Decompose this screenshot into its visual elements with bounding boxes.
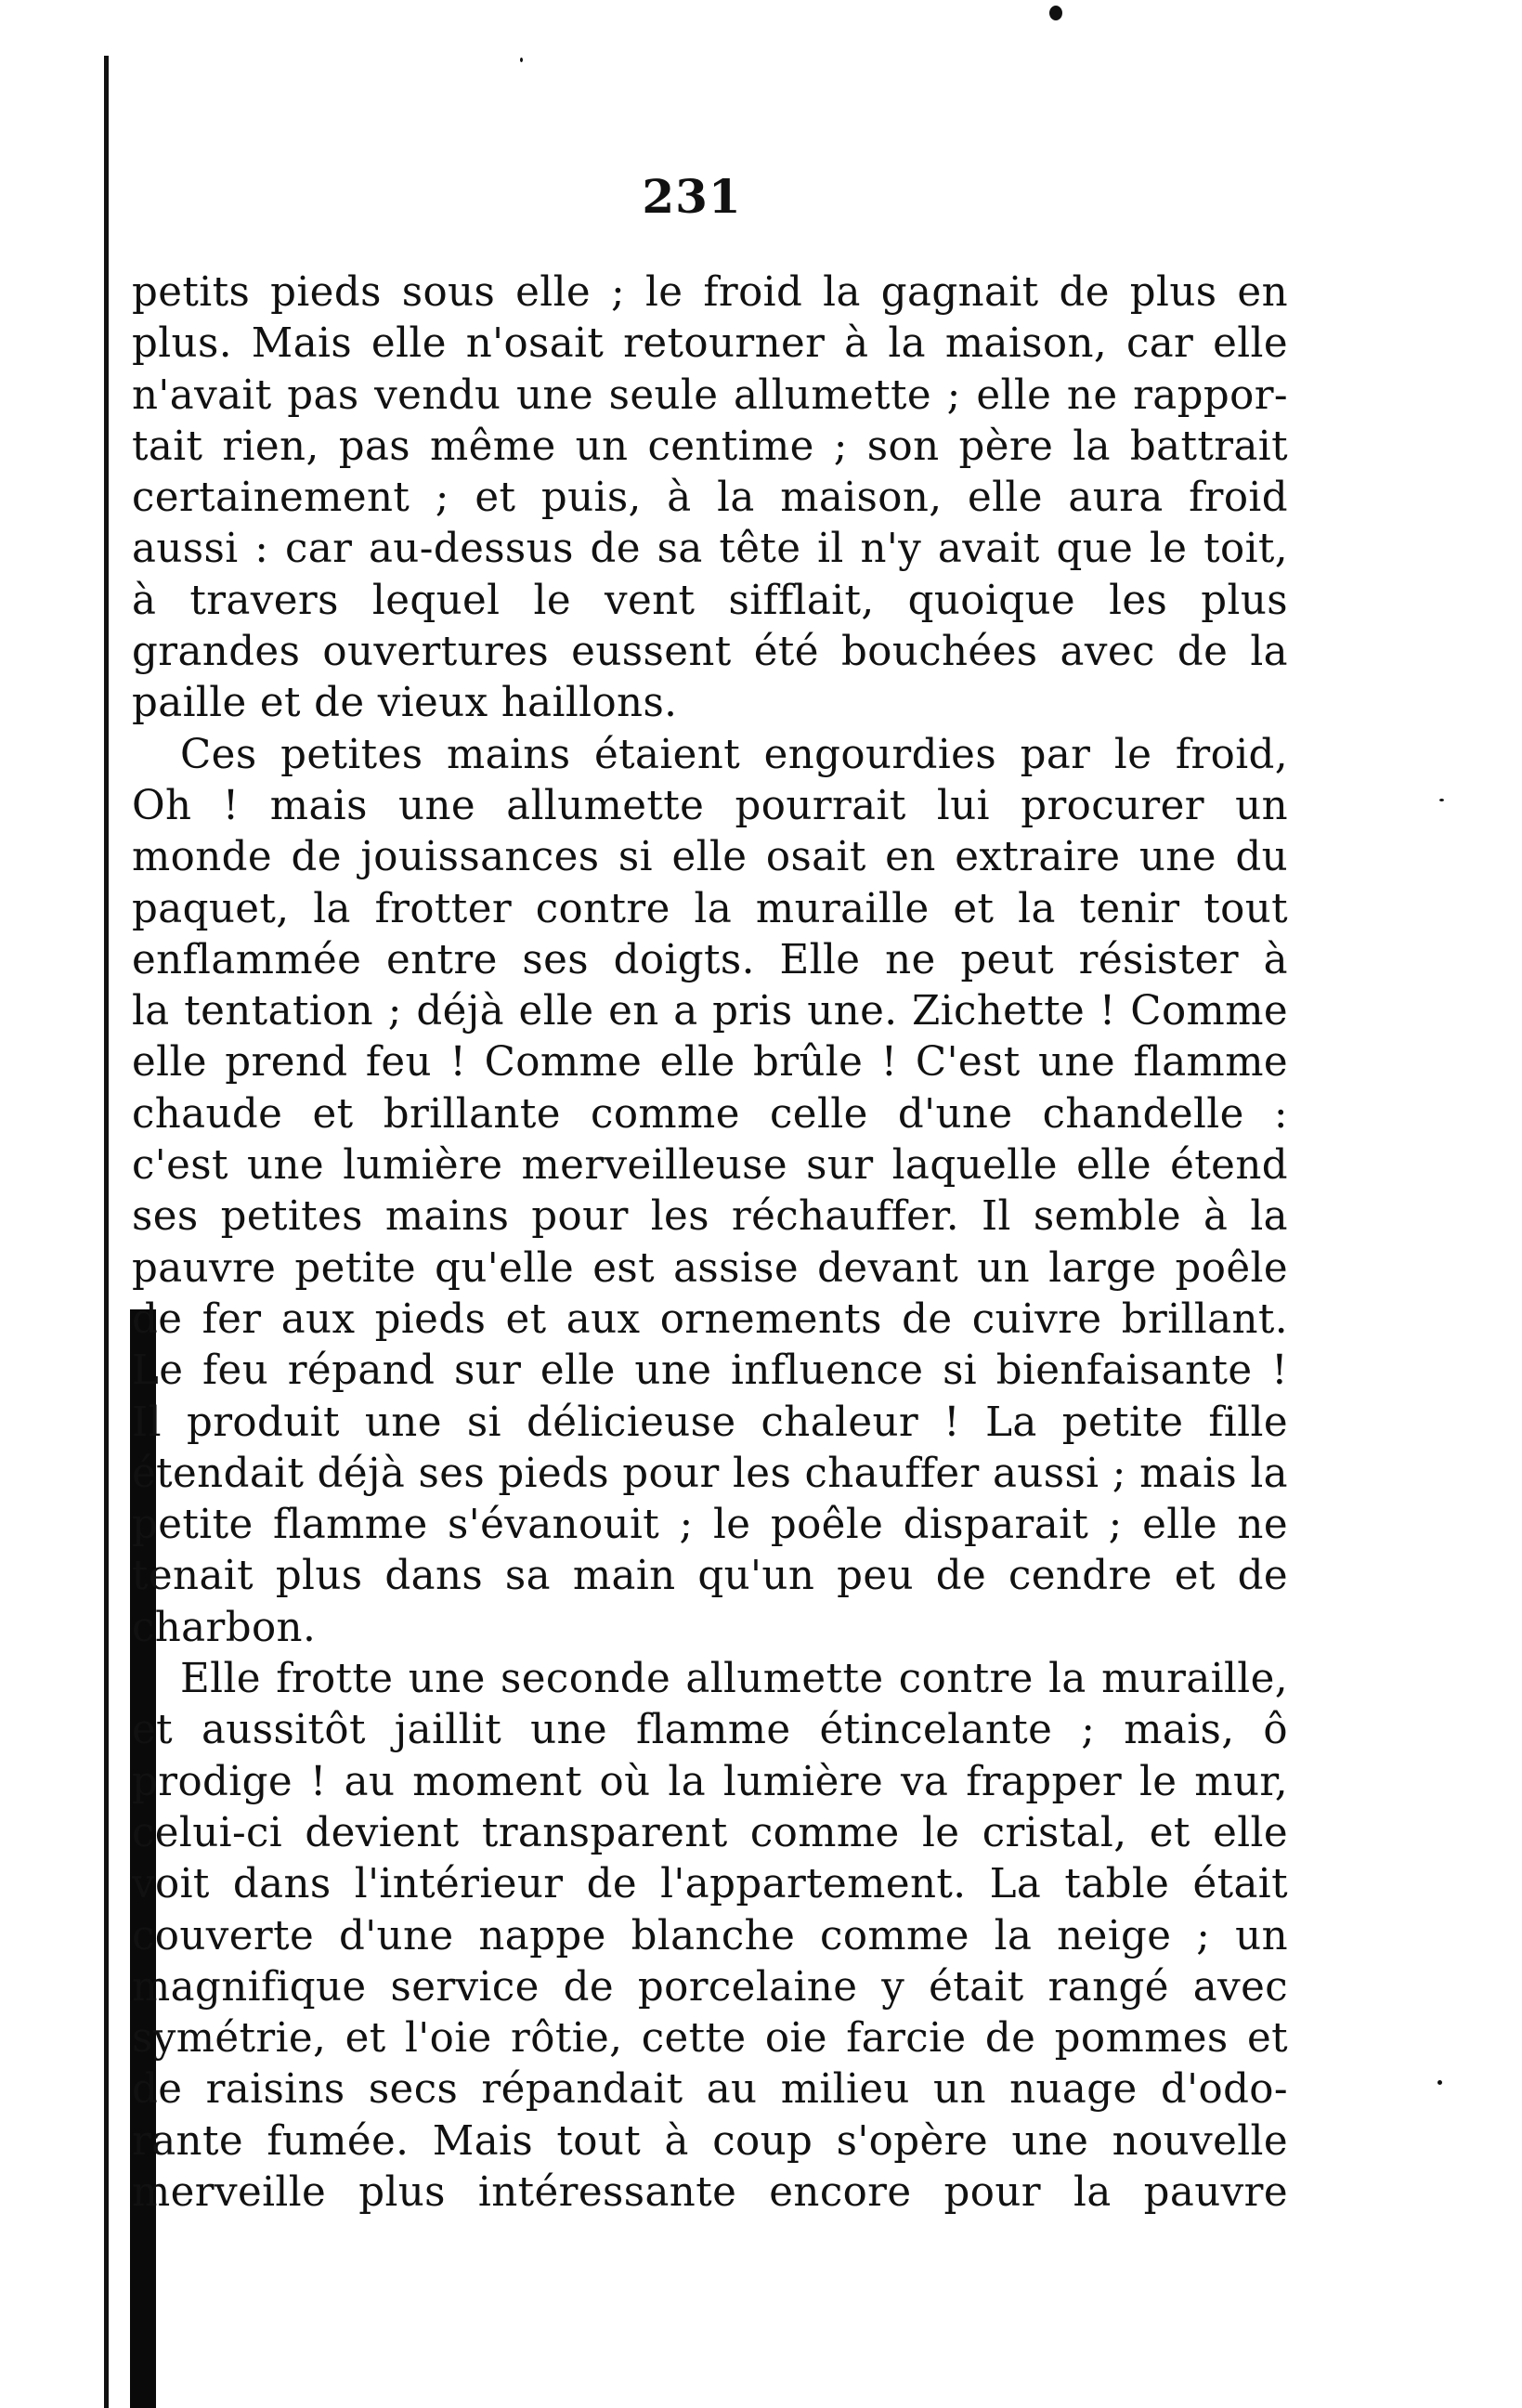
text-line: magnifique service de porcelaine y était rangé avec: [132, 1963, 1288, 2011]
text-line: couverte d'une nappe blanche comme la neige ; un: [132, 1912, 1288, 1959]
text-line: tenait plus dans sa main qu'un peu de cendre et de: [132, 1553, 1288, 1600]
text-line: elle prend feu ! Comme elle brûle ! C'est une flamme: [132, 1039, 1288, 1087]
ink-speck: [520, 58, 523, 62]
text-line: pauvre petite qu'elle est assise devant un large poêle: [132, 1244, 1288, 1292]
text-line: de fer aux pieds et aux ornements de cuivre brillant.: [132, 1295, 1288, 1343]
page-number: 231: [642, 169, 742, 224]
text-line: de raisins secs répandait au milieu un nuage d'odo-: [132, 2066, 1288, 2114]
paragraph-first-line: Ces petites mains étaient engourdies par le froid,: [180, 731, 1288, 778]
text-line: symétrie, et l'oie rôtie, cette oie farcie de pommes et: [132, 2015, 1288, 2063]
text-line: aussi : car au-dessus de sa tête il n'y avait que le toit,: [132, 526, 1288, 573]
text-line: et aussitôt jaillit une flamme étincelante ; mais, ô: [132, 1707, 1288, 1754]
text-line: enflammée entre ses doigts. Elle ne peut résister à: [132, 936, 1288, 983]
text-line: monde de jouissances si elle osait en extraire une du: [132, 834, 1288, 881]
text-line: prodige ! au moment où la lumière va frapper le mur,: [132, 1758, 1288, 1805]
text-line: n'avait pas vendu une seule allumette ; elle ne rappor-: [132, 371, 1288, 419]
ink-speck: [1437, 2080, 1442, 2085]
text-line: Oh ! mais une allumette pourrait lui procurer un: [132, 782, 1288, 829]
text-line: petite flamme s'évanouit ; le poêle disparait ; elle ne: [132, 1502, 1288, 1549]
text-line: merveille plus intéressante encore pour la pauvre: [132, 2168, 1288, 2216]
body-text: [132, 267, 1288, 2219]
text-line: tait rien, pas même un centime ; son père la battrait: [132, 423, 1288, 470]
text-line: celui-ci devient transparent comme le cristal, et elle: [132, 1809, 1288, 1856]
text-line: paille et de vieux haillons.: [132, 680, 678, 727]
ink-speck: [1439, 799, 1444, 801]
text-line: étendait déjà ses pieds pour les chauffer aussi ; mais la: [132, 1450, 1288, 1497]
binding-edge-shadow: [104, 56, 109, 2408]
text-line: voit dans l'intérieur de l'appartement. La table était: [132, 1861, 1288, 1908]
text-line: c'est une lumière merveilleuse sur laquelle elle étend: [132, 1142, 1288, 1190]
text-line: plus. Mais elle n'osait retourner à la maison, car elle: [132, 320, 1288, 368]
text-line: paquet, la frotter contre la muraille et la tenir tout: [132, 885, 1288, 932]
text-line: grandes ouvertures eussent été bouchées avec de la: [132, 629, 1288, 676]
text-line: Il produit une si délicieuse chaleur ! La petite fille: [132, 1399, 1288, 1446]
text-line: petits pieds sous elle ; le froid la gagnait de plus en: [132, 269, 1288, 316]
text-line: certainement ; et puis, à la maison, elle aura froid: [132, 475, 1288, 522]
text-line: charbon.: [132, 1604, 317, 1651]
text-line: rante fumée. Mais tout à coup s'opère une nouvelle: [132, 2117, 1288, 2165]
text-line: à travers lequel le vent sifflait, quoique les plus: [132, 577, 1288, 624]
text-line: la tentation ; déjà elle en a pris une. Zichette ! Comme: [132, 988, 1288, 1035]
text-line: ses petites mains pour les réchauffer. Il semble à la: [132, 1193, 1288, 1241]
text-line: chaude et brillante comme celle d'une chandelle :: [132, 1090, 1288, 1138]
text-line: Le feu répand sur elle une influence si bienfaisante !: [132, 1347, 1288, 1395]
ink-speck: [1049, 6, 1062, 20]
paragraph-first-line: Elle frotte une seconde allumette contre la muraille,: [180, 1656, 1288, 1703]
